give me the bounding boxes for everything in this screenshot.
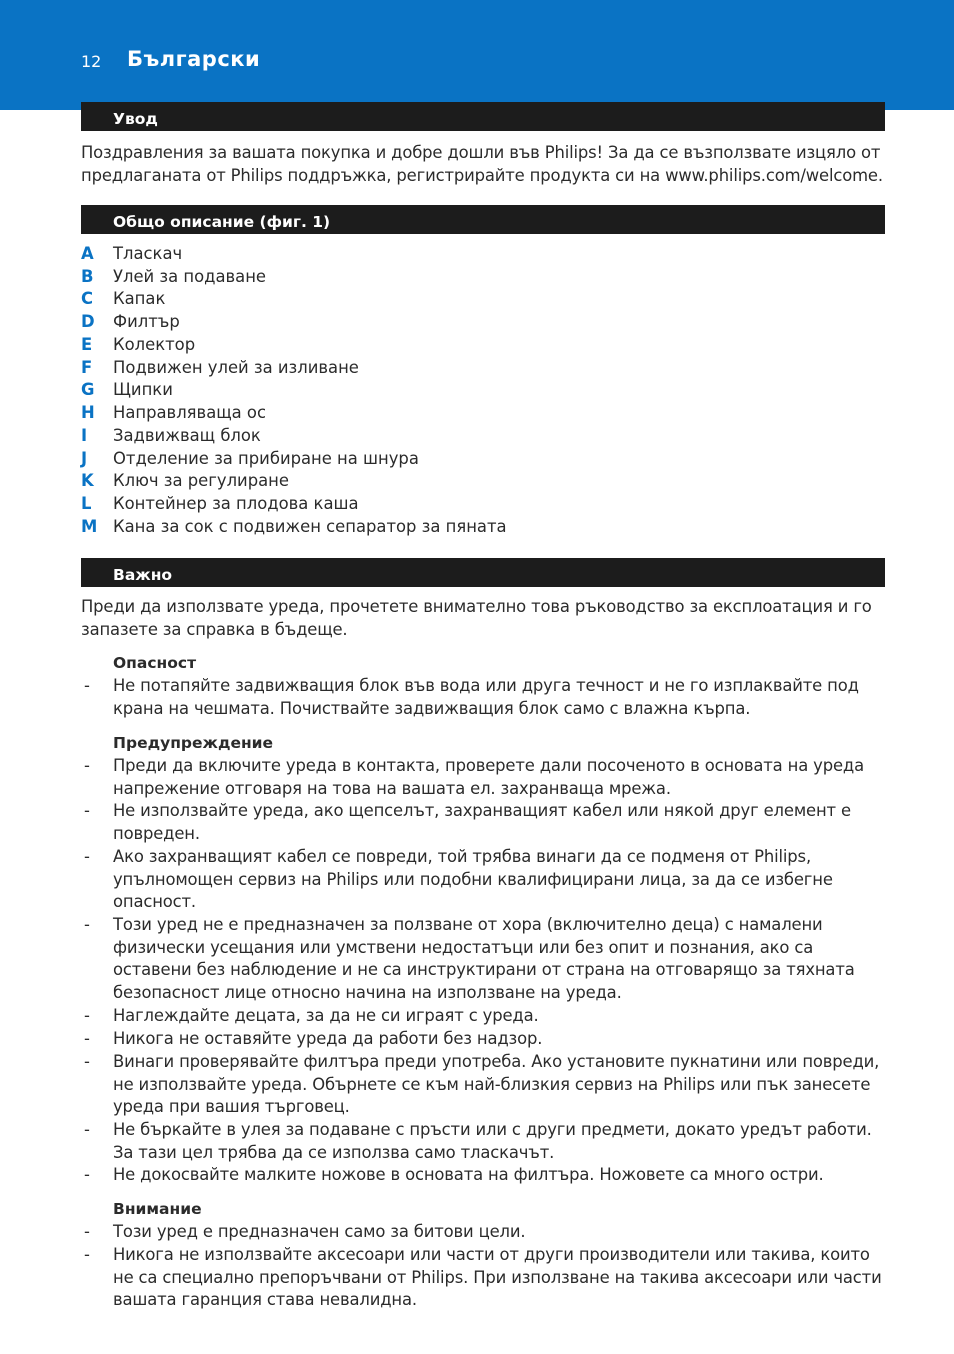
section-title-overview: Общо описание (фиг. 1) [81,205,885,234]
list-letter: I [81,426,88,445]
bullet-dash: - [84,1222,90,1241]
bullet-item [81,1028,891,1051]
bullet-dash: - [84,1120,90,1139]
bullet-item [81,846,891,914]
bullet-text: Ако захранващият кабел се повреди, той трябва винаги да се подменя от Philips, упълномощен сервиз на Philips или подобни квалифицирани лица, за да се избегне опасност. [113,847,833,912]
bullet-text: Не използвайте уреда, ако щепселът, захранващият кабел или някой друг елемент е повреден. [113,801,851,843]
bullet-text: Не докосвайте малките ножове в основата на филтъра. Ножовете са много остри. [113,1165,824,1184]
list-text: Тласкач [113,244,183,263]
bullet-dash: - [84,676,90,695]
list-letter: K [81,471,94,490]
bullet-dash: - [84,1029,90,1048]
bullet-item [81,1005,891,1028]
list-text: Контейнер за плодова каша [113,494,359,513]
subheading-warning: Предупреждение [113,734,274,752]
bullet-text: Наглеждайте децата, за да не си играят с уреда. [113,1006,539,1025]
list-text: Задвижващ блок [113,426,261,445]
list-letter: B [81,267,94,286]
bullet-item [81,1051,891,1119]
list-text: Филтър [113,312,180,331]
important-intro: Преди да използвате уреда, прочетете внимателно това ръководство за експлоатация и го запазете за справка в бъдеще. [81,597,872,639]
list-text: Колектор [113,335,196,354]
section-title-important: Важно [81,558,885,587]
bullet-dash: - [84,915,90,934]
subheading-danger: Опасност [113,654,197,672]
bullet-text: Преди да включите уреда в контакта, проверете дали посоченото в основата на уреда напрежение отговаря на това на вашата ел. захранваща мрежа. [113,756,864,798]
bullet-dash: - [84,1052,90,1071]
list-letter: E [81,335,93,354]
subheading-caution: Внимание [113,1200,202,1218]
list-letter: J [81,449,88,468]
list-text: Улей за подаване [113,267,267,286]
bullet-text: Този уред не е предназначен за ползване от хора (включително деца) с намалени физически усещания или умствени недостатъци или без опит и познания, ако са оставени без наблюдение и не са инструктирани от страна на отговарящо за тяхната безопасност лице относно начина на използване на уреда. [113,915,855,1003]
bullet-item [81,1119,891,1164]
list-letter: A [81,244,94,263]
bullet-text: Не бъркайте в улея за подаване с пръсти или с други предмети, докато уредът работи. За тази цел трябва да се използва само тласкачът. [113,1120,872,1162]
bullet-item [81,914,891,1005]
bullet-item [81,675,891,720]
bullet-item [81,800,891,845]
bullet-text: Не потапяйте задвижващия блок във вода или друга течност и не го изплаквайте под крана на чешмата. Почиствайте задвижващия блок само с влажна кърпа. [113,676,859,718]
language-title: Български [127,47,261,71]
list-text: Ключ за регулиране [113,471,289,490]
list-text: Направляваща ос [113,403,266,422]
bullet-item [81,1221,891,1244]
bullet-dash: - [84,1006,90,1025]
bullet-item [81,755,891,800]
list-letter: M [81,517,98,536]
bullet-text: Никога не оставяйте уреда да работи без надзор. [113,1029,543,1048]
list-text: Подвижен улей за изливане [113,358,359,377]
list-letter: D [81,312,95,331]
bullet-dash: - [84,1245,90,1264]
bullet-text: Никога не използвайте аксесоари или части от други производители или такива, които не са специално препоръчвани от Philips. При използване на такива аксесоари или части вашата гаранция става невалидна. [113,1245,882,1310]
list-text: Капак [113,289,166,308]
intro-paragraph: Поздравления за вашата покупка и добре дошли във Philips! За да се възползвате изцяло от предлаганата от Philips поддръжка, регистрирайте продукта си на www.philips.com/welcome. [81,143,883,185]
bullet-text: Винаги проверявайте филтъра преди употреба. Ако установите пукнатини или повреди, не използвайте уреда. Обърнете се към най-близкия сервиз на Philips или пък занесете уреда при вашия търговец. [113,1052,880,1117]
list-letter: H [81,403,95,422]
list-letter: C [81,289,94,308]
bullet-text: Този уред е предназначен само за битови цели. [113,1222,526,1241]
bullet-dash: - [84,1165,90,1184]
list-letter: G [81,380,95,399]
list-text: Кана за сок с подвижен сепаратор за пяната [113,517,507,536]
bullet-item [81,1244,891,1312]
list-text: Щипки [113,380,173,399]
header-band [0,0,954,110]
bullet-item [81,1164,891,1187]
list-text: Отделение за прибиране на шнура [113,449,419,468]
bullet-dash: - [84,756,90,775]
page-number: 12 [81,52,102,71]
section-title-intro: Увод [81,102,885,131]
bullet-dash: - [84,801,90,820]
list-letter: L [81,494,92,513]
bullet-dash: - [84,847,90,866]
list-letter: F [81,358,93,377]
